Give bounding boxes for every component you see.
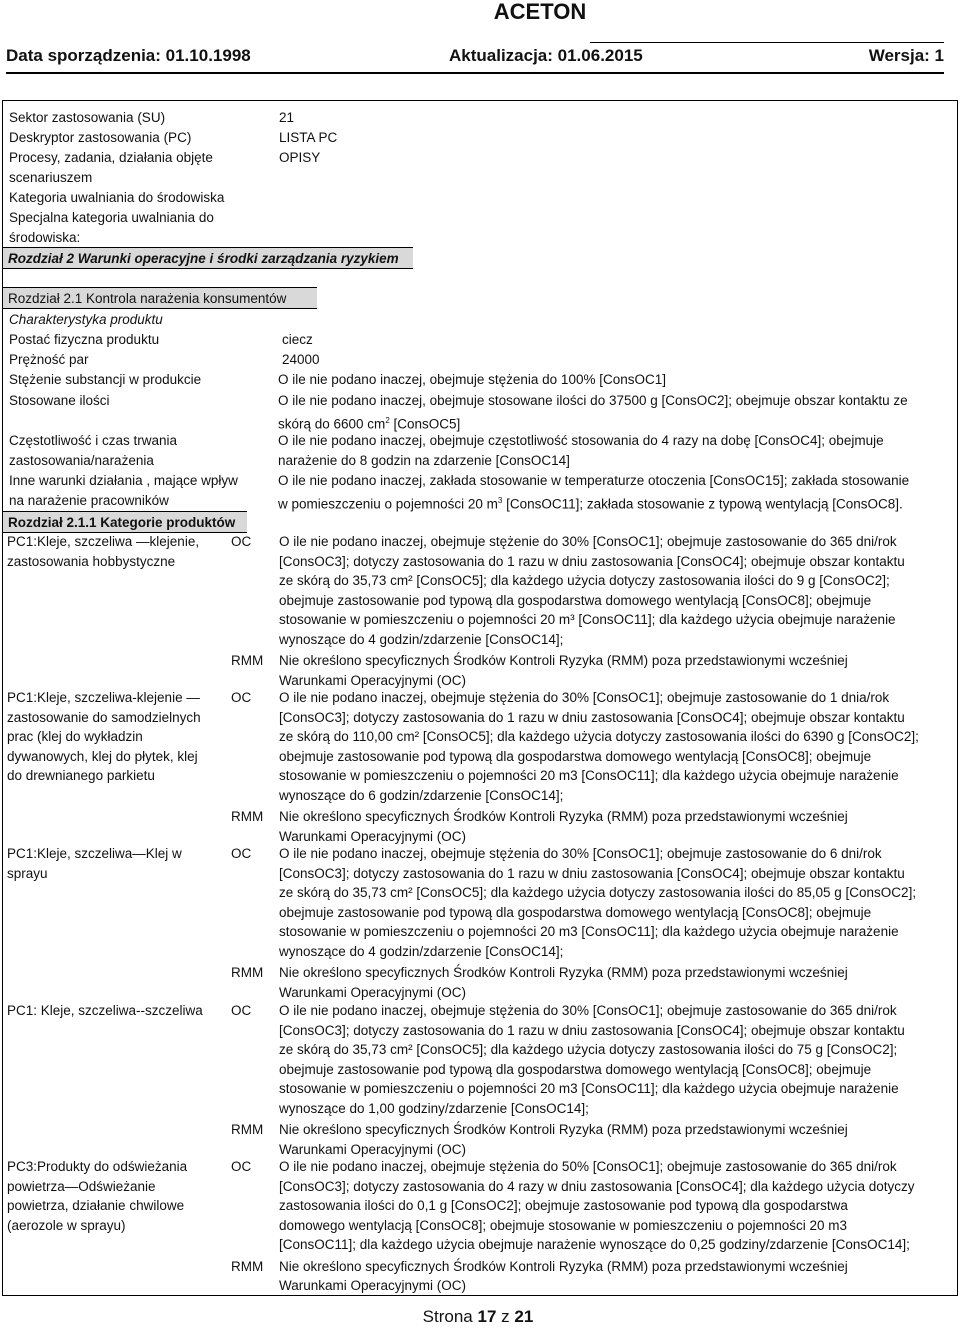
rmm-description: [279, 1257, 955, 1296]
oc-description-line: ze skórą do 110,00 cm² [ConsOC5]; dla każdego użycia dotyczy zastosowania ilości do 6390 g [ConsOC2];: [279, 729, 919, 744]
superscript: 2: [385, 415, 390, 425]
rmm-tag: RMM: [231, 1122, 264, 1137]
other-conditions-label: Inne warunki działania , mające wpływ na narażenie pracowników: [9, 473, 238, 508]
rmm-tag: RMM: [231, 965, 264, 980]
oc-description-line: wynoszące do 4 godzin/zdarzenie [ConsOC14];: [279, 631, 564, 647]
oc-tag: OC: [231, 846, 252, 861]
oc-description-line: zastosowania ilości do 0,1 g [ConsOC2]; obejmuje zastosowanie pod typową dla gospodarstwa: [279, 1198, 848, 1213]
section-2-1-1-heading: Rozdział 2.1.1 Kategorie produktów: [8, 515, 236, 530]
rmm-tag: RMM: [231, 653, 264, 668]
frequency-label: Częstotliwość i czas trwania zastosowania/narażenia: [9, 433, 178, 468]
oc-description-line: stosowanie w pomieszczeniu o pojemności 20 m3 [ConsOC11]; dla każdego użycia obejmuje narażenie: [279, 768, 899, 783]
oc-description-line: [ConsOC3]; dotyczy zastosowania do 1 razu w dniu zastosowania [ConsOC4]; obejmuje obszar kontaktu: [279, 1022, 905, 1038]
rmm-tag: RMM: [231, 1258, 264, 1274]
oc-description-line: obejmuje zastosowanie pod typową dla gospodarstwa domowego wentylacją [ConsOC8]; obejmuje: [279, 592, 872, 608]
release-category-label: Kategoria uwalniania do środowiska: [9, 190, 225, 205]
sector-label: Sektor zastosowania (SU): [9, 110, 166, 125]
rmm-description-line: Nie określono specyficznych Środków Kontroli Ryzyka (RMM) poza przedstawionymi wcześniej: [279, 965, 848, 980]
product-category-label-line: sprayu: [7, 865, 48, 881]
document-title: ACETON: [493, 0, 587, 24]
oc-description-line: stosowanie w pomieszczeniu o pojemności 20 m3 [ConsOC11]; dla każdego użycia obejmuje narażenie: [279, 1081, 899, 1096]
vapour-pressure-label: Prężność par: [9, 352, 89, 367]
processes-label: Procesy, zadania, działania objęte: [9, 150, 213, 165]
rmm-description-line: Warunkami Operacyjnymi (OC): [279, 672, 467, 688]
product-category-label: [7, 1157, 222, 1235]
rmm-tag: RMM: [231, 809, 264, 824]
rmm-description: [279, 651, 955, 690]
oc-description-line: O ile nie podano inaczej, obejmuje stężenia do 30% [ConsOC1]; obejmuje zastosowanie do 1 dnia/rok: [279, 690, 890, 705]
rmm-description-line: Nie określono specyficznych Środków Kontroli Ryzyka (RMM) poza przedstawionymi wcześniej: [279, 1122, 848, 1137]
oc-description-line: [ConsOC3]; dotyczy zastosowania do 4 razy w dniu zastosowania [ConsOC4]; dla każdego użycia dotyczy: [279, 1178, 915, 1194]
section-2-1-bar: [3, 287, 317, 309]
oc-tag: OC: [231, 534, 252, 549]
content-frame: [2, 100, 958, 1296]
concentration-value: O ile nie podano inaczej, obejmuje stężenia do 100% [ConsOC1]: [278, 372, 666, 387]
rmm-description-line: Warunkami Operacyjnymi (OC): [279, 1141, 467, 1157]
product-category-label-line: dywanowych, klej do płytek, klej: [7, 748, 198, 764]
special-category-label: Specjalna kategoria uwalniania do: [9, 210, 214, 225]
oc-description-line: ze skórą do 35,73 cm² [ConsOC5]; dla każdego użycia dotyczy zastosowania ilości do 9 g [ConsOC2];: [279, 573, 890, 588]
oc-description: [279, 1001, 955, 1118]
product-category-label-line: zastosowanie do samodzielnych: [7, 709, 201, 725]
product-category-label-line: PC1:Kleje, szczeliwa—Klej w: [7, 846, 182, 861]
update-date: Aktualizacja: 01.06.2015: [449, 46, 643, 65]
amount-value-line: skórą do 6600 $cm^2$ [ConsOC5]: [278, 415, 461, 431]
physical-form-label: Postać fizyczna produktu: [9, 332, 160, 347]
oc-description-line: [ConsOC11]; dla każdego użycia obejmuje narażenie wynoszące do 0,25 godziny/zdarzenie [ConsOC14];: [279, 1237, 910, 1252]
product-category-label-line: zastosowania hobbystyczne: [7, 553, 176, 569]
oc-description-line: ze skórą do 35,73 cm² [ConsOC5]; dla każdego użycia dotyczy zastosowania ilości do 85,05 g [ConsOC2];: [279, 885, 917, 900]
product-category-label-line: PC1: Kleje, szczeliwa--szczeliwa: [7, 1003, 203, 1018]
physical-form-value: ciecz: [282, 332, 313, 347]
oc-description-line: obejmuje zastosowanie pod typową dla gospodarstwa domowego wentylacją [ConsOC8]; obejmuje: [279, 1061, 872, 1077]
oc-description: [279, 844, 955, 961]
product-category-label-line: prac (klej do wykładzin: [7, 729, 143, 744]
rmm-description-line: Warunkami Operacyjnymi (OC): [279, 984, 467, 1000]
amount-value: [278, 391, 955, 434]
page-footer: [0, 1307, 956, 1327]
other-conditions-value: O ile nie podano inaczej, zakłada stosowanie w temperaturze otoczenia [ConsOC15]; zakłada stosowanie w pomieszczeniu o pojemności 20 $m^3$ [ConsOC11]; zakłada stosowanie z typową wentylacją [ConsOC8].: [278, 473, 910, 511]
rmm-description-line: Warunkami Operacyjnymi (OC): [279, 828, 467, 844]
product-category-label-line: PC1:Kleje, szczeliwa —klejenie,: [7, 534, 200, 549]
oc-tag: OC: [231, 1159, 252, 1174]
header-rule: [590, 42, 944, 43]
rmm-description-line: Warunkami Operacyjnymi (OC): [279, 1278, 467, 1293]
oc-description-line: wynoszące do 6 godzin/zdarzenie [ConsOC14];: [279, 787, 564, 803]
version-label: Wersja: 1: [868, 46, 944, 65]
rmm-description: [279, 807, 955, 846]
oc-description-line: obejmuje zastosowanie pod typową dla gospodarstwa domowego wentylacją [ConsOC8]; obejmuje: [279, 904, 872, 920]
oc-description: [279, 1157, 955, 1255]
descriptor-label: Deskryptor zastosowania (PC): [9, 130, 192, 145]
oc-description-line: O ile nie podano inaczej, obejmuje stężenia do 30% [ConsOC1]; obejmuje zastosowanie do 6 dni/rok: [279, 846, 882, 861]
section-2-1-heading: Rozdział 2.1 Kontrola narażenia konsumentów: [8, 291, 287, 306]
special-category-label-cont: środowiska:: [9, 230, 81, 245]
page-total: 21: [514, 1307, 534, 1326]
product-category-label: [7, 844, 222, 883]
oc-description-line: O ile nie podano inaczej, obejmuje stężenie do 30% [ConsOC1]; obejmuje zastosowanie do 365 dni/rok: [279, 534, 897, 549]
rmm-description: [279, 1120, 955, 1159]
processes-label-cont: scenariuszem: [9, 170, 93, 185]
product-category-label-line: do drewnianego parkietu: [7, 768, 155, 783]
vapour-pressure-value: 24000: [282, 352, 320, 367]
rmm-description-line: Nie określono specyficznych Środków Kontroli Ryzyka (RMM) poza przedstawionymi wcześniej: [279, 809, 848, 824]
product-category-label: [7, 1001, 222, 1021]
sector-value: 21: [279, 110, 295, 125]
processes-value: OPISY: [279, 150, 321, 165]
oc-description-line: [ConsOC3]; dotyczy zastosowania do 1 razu w dniu zastosowania [ConsOC4]; obejmuje obszar kontaktu: [279, 553, 905, 569]
rmm-description-line: Nie określono specyficznych Środków Kontroli Ryzyka (RMM) poza przedstawionymi wcześniej: [279, 1258, 848, 1274]
chapter-2-heading: Rozdział 2 Warunki operacyjne i środki zarządzania ryzykiem: [8, 251, 399, 266]
oc-description: [279, 532, 955, 649]
oc-description-line: ze skórą do 35,73 cm² [ConsOC5]; dla każdego użycia dotyczy zastosowania ilości do 75 g [ConsOC2];: [279, 1042, 898, 1057]
amount-value-line: O ile nie podano inaczej, obejmuje stosowane ilości do 37500 g [ConsOC2]; obejmuje obszar kontaktu ze: [278, 393, 908, 408]
page-middle: z: [501, 1307, 510, 1326]
superscript: 3: [497, 495, 503, 505]
document-meta-bar: [6, 40, 944, 74]
oc-description-line: O ile nie podano inaczej, obejmuje stężenia do 30% [ConsOC1]; obejmuje zastosowanie do 365 dni/rok: [279, 1003, 897, 1018]
oc-description-line: obejmuje zastosowanie pod typową dla gospodarstwa domowego wentylacją [ConsOC8]; obejmuje: [279, 748, 872, 764]
product-category-label-line: powietrza—Odświeżanie: [7, 1178, 156, 1194]
section-2-1-1-bar: [3, 511, 247, 533]
concentration-label: Stężenie substancji w produkcie: [9, 372, 202, 387]
product-category-label: [7, 532, 222, 571]
chapter-2-bar: [3, 247, 413, 269]
descriptor-value: LISTA PC: [279, 130, 338, 145]
oc-description-line: O ile nie podano inaczej, obejmuje stężenia do 50% [ConsOC1]; obejmuje zastosowanie do 365 dni/rok: [279, 1159, 897, 1174]
product-category-label: [7, 688, 222, 786]
oc-description-line: wynoszące do 1,00 godziny/zdarzenie [ConsOC14];: [279, 1100, 589, 1116]
creation-date: Data sporządzenia: 01.10.1998: [6, 46, 251, 65]
product-category-label-line: PC3:Produkty do odświeżania: [7, 1159, 188, 1174]
product-category-label-line: (aerozole w sprayu): [7, 1217, 126, 1233]
oc-description-line: [ConsOC3]; dotyczy zastosowania do 1 razu w dniu zastosowania [ConsOC4]; obejmuje obszar kontaktu: [279, 865, 905, 881]
oc-description-line: domowego wentylacją [ConsOC8]; obejmuje stosowanie w pomieszczeniu o pojemności 20 m3: [279, 1217, 848, 1233]
product-category-label-line: powietrza, działanie chwilowe: [7, 1198, 185, 1213]
oc-description: [279, 688, 955, 805]
oc-description-line: [ConsOC3]; dotyczy zastosowania do 1 razu w dniu zastosowania [ConsOC4]; obejmuje obszar kontaktu: [279, 709, 905, 725]
product-category-label-line: PC1:Kleje, szczeliwa-klejenie —: [7, 690, 200, 705]
rmm-description-line: Nie określono specyficznych Środków Kontroli Ryzyka (RMM) poza przedstawionymi wcześniej: [279, 653, 848, 668]
amount-label: Stosowane ilości: [9, 393, 110, 408]
oc-description-line: wynoszące do 4 godzin/zdarzenie [ConsOC14];: [279, 943, 564, 959]
page-prefix: Strona: [422, 1307, 473, 1326]
oc-description-line: stosowanie w pomieszczeniu o pojemności 20 m³ [ConsOC11]; dla każdego użycia obejmuje narażenie: [279, 612, 896, 627]
oc-tag: OC: [231, 690, 252, 705]
product-characteristics-heading: Charakterystyka produktu: [9, 312, 163, 327]
page-number: 17: [477, 1307, 497, 1326]
frequency-value: O ile nie podano inaczej, obejmuje częstotliwość stosowania do 4 razy na dobę [ConsOC4]; obejmuje narażenie do 8 godzin na zdarzenie [ConsOC14]: [278, 433, 884, 468]
oc-tag: OC: [231, 1003, 252, 1018]
oc-description-line: stosowanie w pomieszczeniu o pojemności 20 m3 [ConsOC11]; dla każdego użycia obejmuje narażenie: [279, 924, 899, 939]
rmm-description: [279, 963, 955, 1002]
